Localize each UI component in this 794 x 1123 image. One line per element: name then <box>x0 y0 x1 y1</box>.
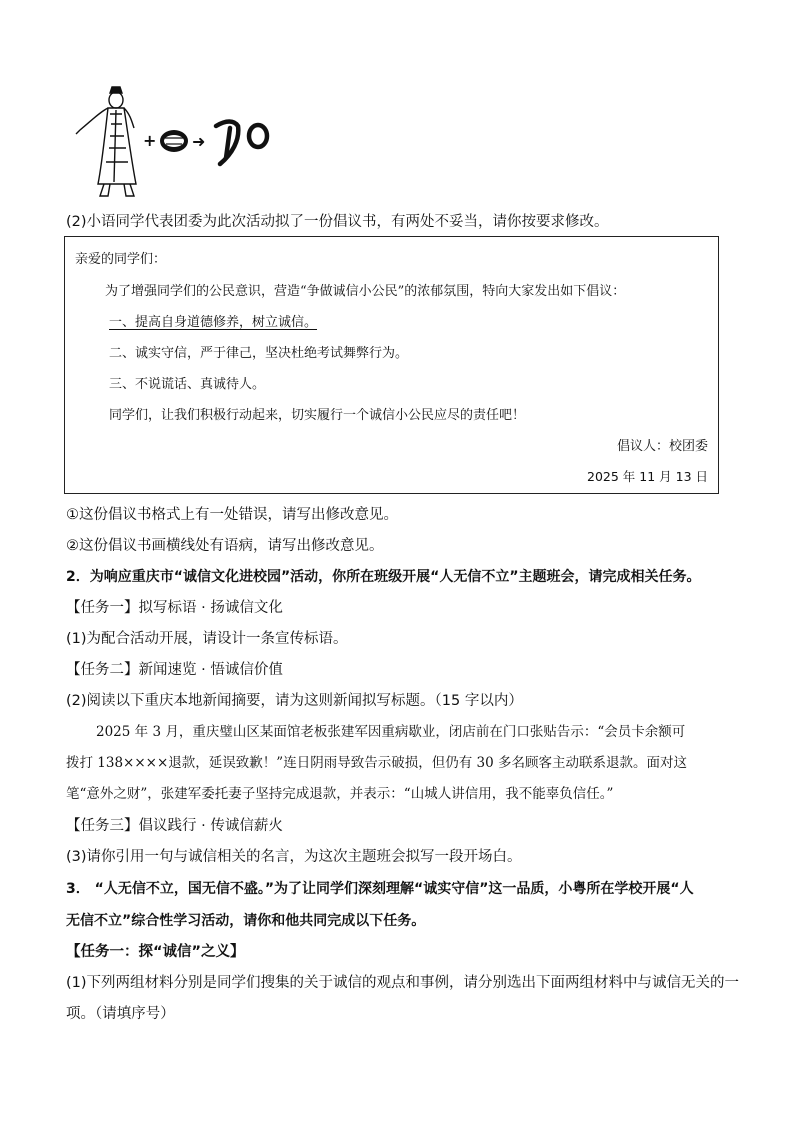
rebus-illustration <box>70 84 280 204</box>
proposal-letter-box <box>64 236 719 494</box>
q2-task-3-question: (3)请你引用一句与诚信相关的名言，为这次主题班会拟写一段开场白。 <box>66 849 522 865</box>
sub-question-1: ①这份倡议书格式上有一处错误，请写出修改意见。 <box>66 507 398 523</box>
question-3-title-line-2: 无信不立”综合性学习活动，请你和他共同完成以下任务。 <box>66 913 426 929</box>
q2-task-2-question: (2)阅读以下重庆本地新闻摘要，请为这则新闻拟写标题。（15 字以内） <box>66 693 523 709</box>
mouth-icon <box>160 130 188 152</box>
q3-task-1-question-line-1: (1)下列两组材料分别是同学们搜集的关于诚信的观点和事例，请分别选出下面两组材料中与诚信无关的一 <box>66 975 740 991</box>
question-2-title: 2．为响应重庆市“诚信文化进校园”活动，你所在班级开展“人无信不立”主题班会，请完成相关任务。 <box>66 569 701 585</box>
plus-symbol: + <box>143 131 157 150</box>
q2-task-3-heading: 【任务三】倡议践行 · 传诚信薪火 <box>66 818 283 834</box>
proposal-item-1: 一、提高自身道德修养，树立诚信。 <box>109 315 318 330</box>
q2-task-1-question: (1)为配合活动开展，请设计一条宣传标语。 <box>66 631 348 647</box>
proposal-date: 2025 年 11 月 13 日 <box>587 469 708 484</box>
person-figure <box>76 87 136 196</box>
ancient-character-glyph <box>216 122 267 165</box>
q3-task-1-question-line-2: 项。（请填序号） <box>66 1006 175 1022</box>
news-line-2: 拨打 138××××退款，延误致歉！”连日阴雨导致告示破损，但仍有 30 多名顾客主动联系退款。面对这 <box>66 755 687 771</box>
q2-task-1-heading: 【任务一】拟写标语 · 扬诚信文化 <box>66 600 283 616</box>
proposal-intro: 为了增强同学们的公民意识，营造“争做诚信小公民”的浓郁氛围，特向大家发出如下倡议： <box>105 284 626 299</box>
proposal-signature: 倡议人：校团委 <box>616 439 708 454</box>
question-3-title-line-1: 3． “人无信不立，国无信不盛。”为了让同学们深刻理解“诚实守信”这一品质，小粤所在学校开展“人 <box>66 881 694 897</box>
sub-question-2: ②这份倡议书画横线处有语病，请写出修改意见。 <box>66 538 384 554</box>
proposal-item-2: 二、诚实守信，严于律己，坚决杜绝考试舞弊行为。 <box>109 346 409 361</box>
q2-task-2-heading: 【任务二】新闻速览 · 悟诚信价值 <box>66 662 283 678</box>
proposal-item-3: 三、不说谎话、真诚待人。 <box>109 377 266 392</box>
proposal-greeting: 亲爱的同学们： <box>75 252 167 267</box>
news-line-3: 笔“意外之财”，张建军委托妻子坚持完成退款，并表示：“山城人讲信用，我不能辜负信任。” <box>66 786 614 802</box>
question-1-2: (2)小语同学代表团委为此次活动拟了一份倡议书，有两处不妥当，请你按要求修改。 <box>66 214 609 230</box>
q3-task-1-heading: 【任务一：探“诚信”之义】 <box>66 944 245 960</box>
arrow-icon: ➜ <box>192 132 206 151</box>
news-line-1: 2025 年 3 月，重庆璧山区某面馆老板张建军因重病歇业，闭店前在门口张贴告示：“会员卡余额可 <box>96 724 686 740</box>
proposal-closing: 同学们，让我们积极行动起来，切实履行一个诚信小公民应尽的责任吧！ <box>109 408 526 423</box>
ancient-glyph-text: ꝏ <box>70 84 72 85</box>
person-mouth-character-rebus <box>70 84 280 204</box>
